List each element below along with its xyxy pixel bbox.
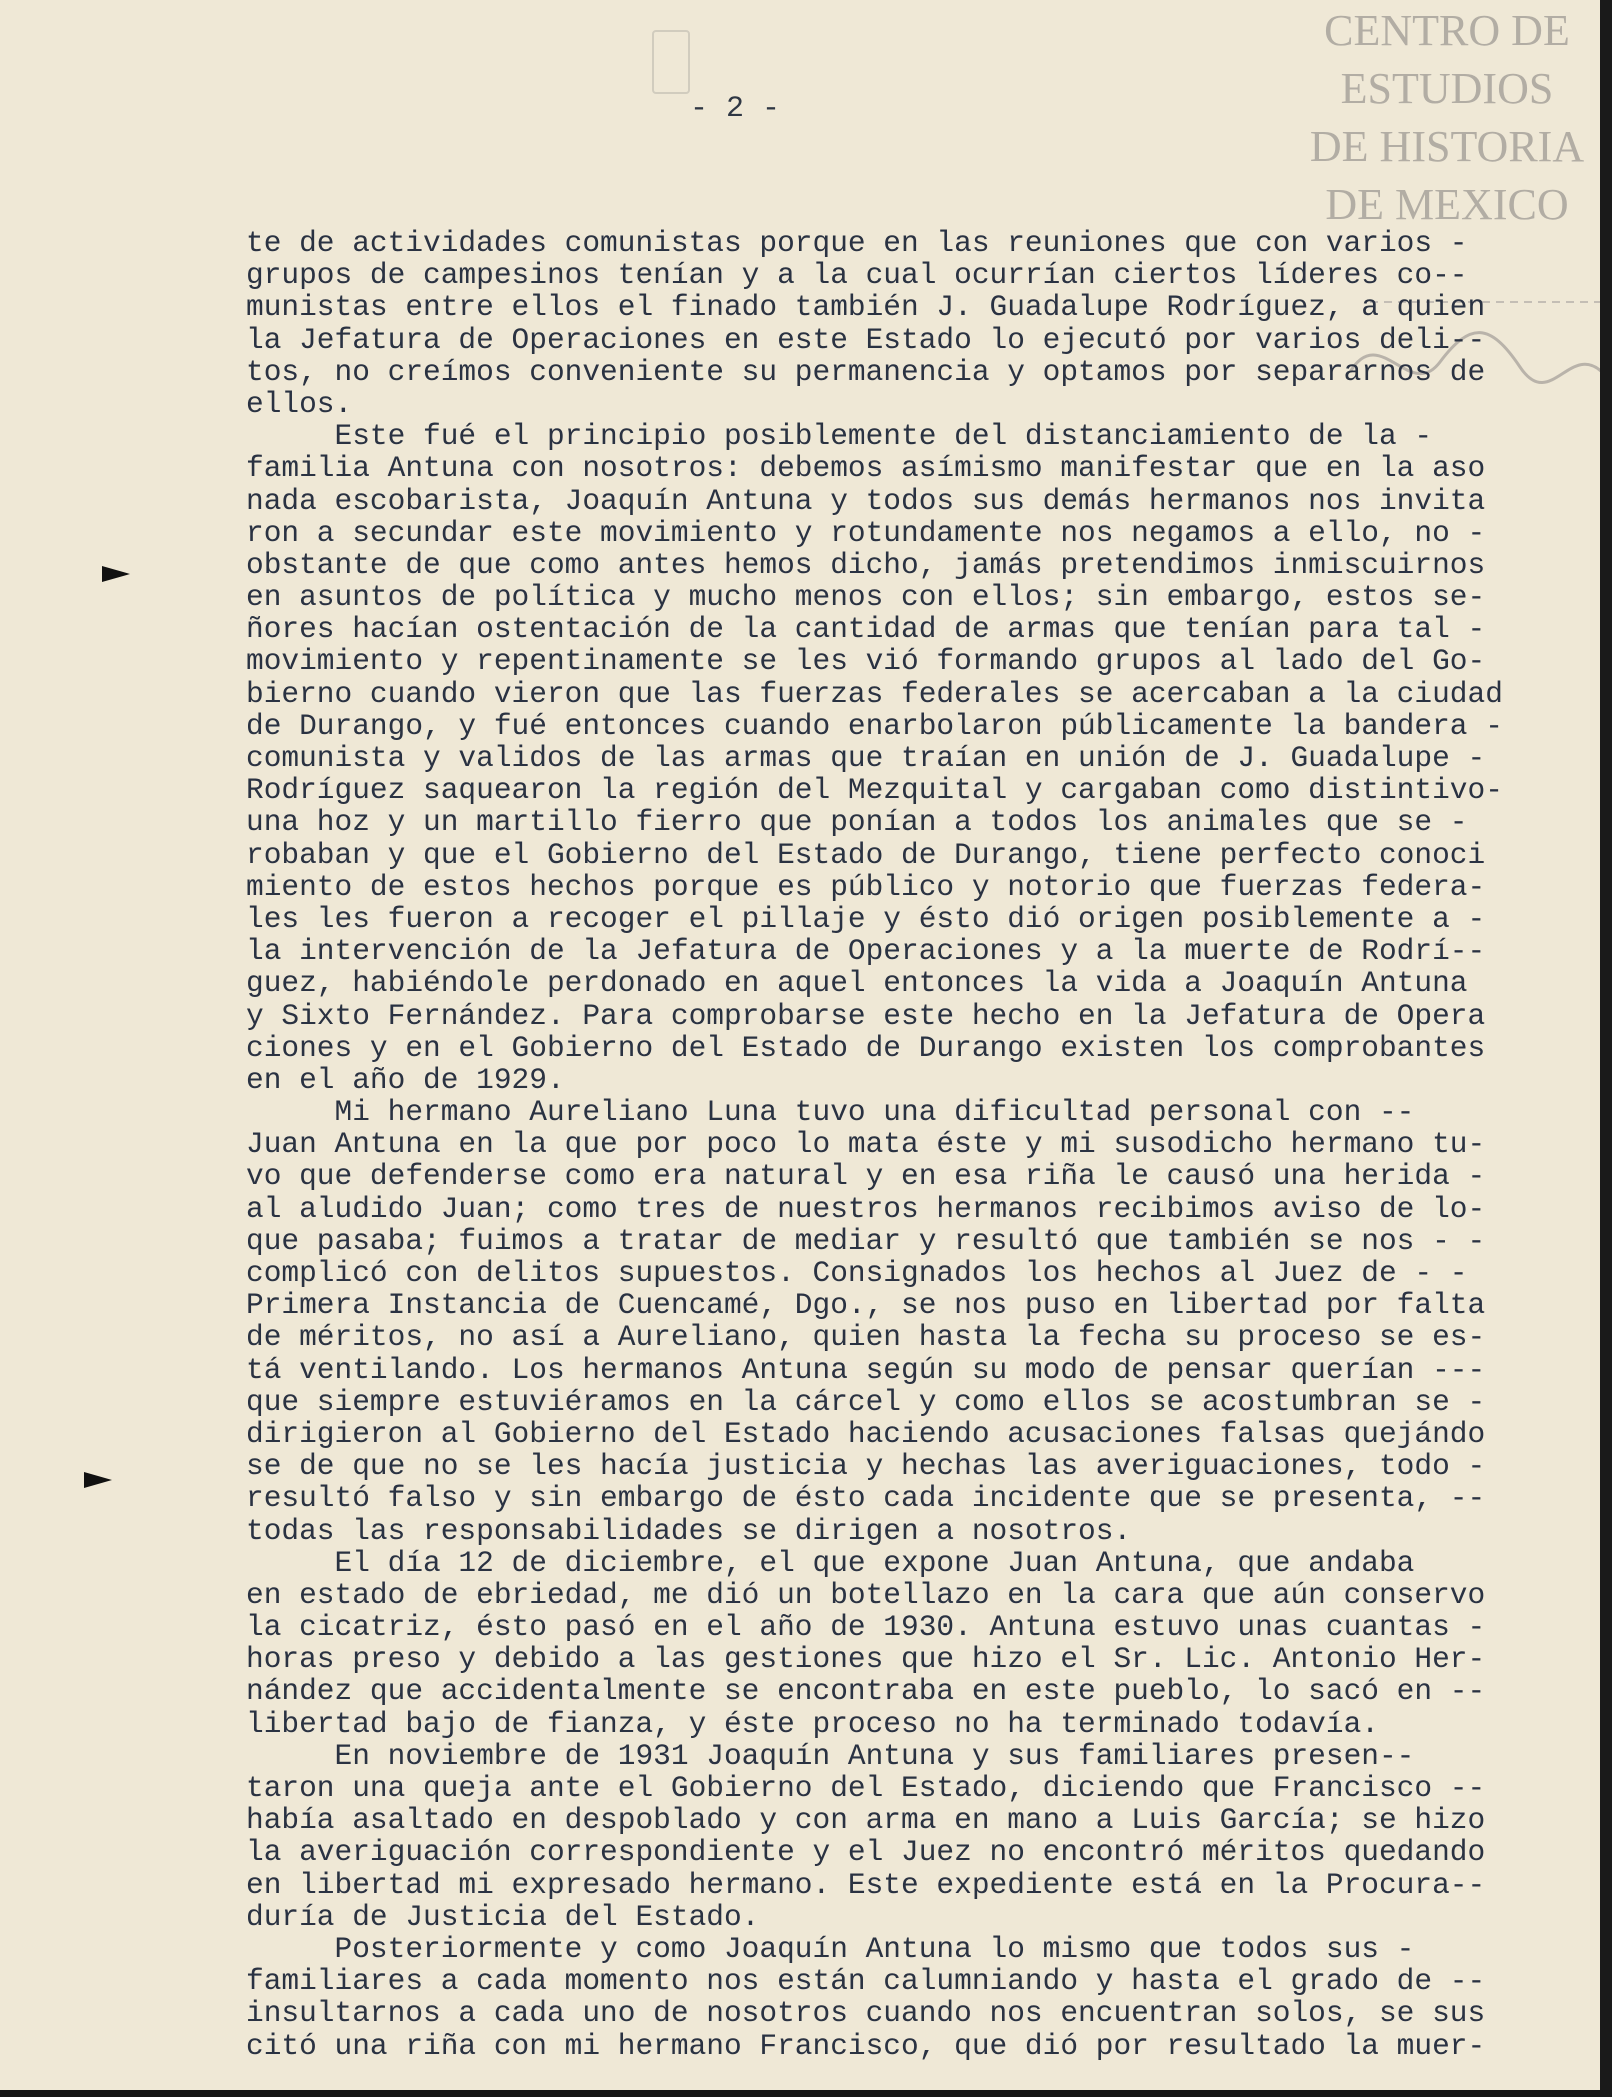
stamp-line: DE HISTORIA bbox=[1309, 122, 1585, 171]
text-line: complicó con delitos supuestos. Consignados los hechos al Juez de - - bbox=[246, 1256, 1468, 1290]
scan-edge bbox=[1600, 0, 1612, 2097]
text-line: la cicatriz, ésto pasó en el año de 1930. Antuna estuvo unas cuantas - bbox=[246, 1610, 1486, 1645]
text-line: duría de Justicia del Estado. bbox=[246, 1899, 760, 1934]
text-line: En noviembre de 1931 Joaquín Antuna y sus familiares presen-- bbox=[246, 1738, 1415, 1773]
text-line: en asuntos de política y mucho menos con ellos; sin embargo, estos se- bbox=[246, 580, 1486, 615]
text-line: ciones y en el Gobierno del Estado de Durango existen los comprobantes bbox=[246, 1030, 1486, 1065]
text-line: libertad bajo de fianza, y éste proceso no ha terminado todavía. bbox=[246, 1706, 1379, 1741]
text-line: la intervención de la Jefatura de Operaciones y a la muerte de Rodrí-- bbox=[246, 934, 1486, 969]
text-line: había asaltado en despoblado y con arma en mano a Luis García; se hizo bbox=[246, 1803, 1486, 1838]
text-line: taron una queja ante el Gobierno del Estado, diciendo que Francisco -- bbox=[246, 1771, 1486, 1805]
text-line: te de actividades comunistas porque en las reuniones que con varios - bbox=[246, 226, 1468, 260]
text-line: que siempre estuviéramos en la cárcel y como ellos se acostumbran se - bbox=[246, 1384, 1486, 1419]
text-line: Este fué el principio posiblemente del distanciamiento de la - bbox=[246, 419, 1433, 454]
text-line: obstante de que como antes hemos dicho, jamás pretendimos inmiscuirnos bbox=[246, 547, 1486, 582]
text-line: y Sixto Fernández. Para comprobarse este hecho en la Jefatura de Opera bbox=[246, 998, 1486, 1033]
text-line: familiares a cada momento nos están calumniando y hasta el grado de -- bbox=[246, 1964, 1486, 1999]
text-line: nández que accidentalmente se encontraba en este pueblo, lo sacó en -- bbox=[246, 1674, 1486, 1709]
text-line: les les fueron a recoger el pillaje y ésto dió origen posiblemente a - bbox=[246, 901, 1486, 936]
text-line: en el año de 1929. bbox=[246, 1062, 565, 1097]
text-line: al aludido Juan; como tres de nuestros hermanos recibimos aviso de lo- bbox=[246, 1191, 1486, 1226]
margin-arrow-icon bbox=[102, 566, 130, 582]
text-line: horas preso y debido a las gestiones que hizo el Sr. Lic. Antonio Her- bbox=[246, 1642, 1486, 1677]
text-line: ellos. bbox=[246, 386, 353, 421]
text-line: ron a secundar este movimiento y rotundamente nos negamos a ello, no - bbox=[246, 515, 1486, 550]
text-line: se de que no se les hacía justicia y hechas las averiguaciones, todo - bbox=[246, 1449, 1486, 1484]
text-line: Posteriormente y como Joaquín Antuna lo mismo que todos sus - bbox=[246, 1931, 1415, 1966]
page-number: - 2 - bbox=[689, 92, 780, 126]
text-line: en libertad mi expresado hermano. Este expediente está en la Procura-- bbox=[246, 1867, 1486, 1902]
text-line: todas las responsabilidades se dirigen a nosotros. bbox=[246, 1513, 1132, 1548]
letter-body bbox=[246, 227, 1576, 2062]
text-line: que pasaba; fuimos a tratar de mediar y resultó que también se nos - - bbox=[246, 1223, 1486, 1258]
text-line: la Jefatura de Operaciones en este Estado lo ejecutó por varios deli-- bbox=[246, 322, 1486, 357]
text-line: miento de estos hechos porque es público y notorio que fuerzas federa- bbox=[246, 869, 1486, 904]
text-line: dirigieron al Gobierno del Estado haciendo acusaciones falsas quejándo bbox=[246, 1416, 1486, 1451]
text-line: resultó falso y sin embargo de ésto cada incidente que se presenta, -- bbox=[246, 1481, 1486, 1516]
text-line: movimiento y repentinamente se les vió formando grupos al lado del Go- bbox=[246, 644, 1486, 679]
text-line: bierno cuando vieron que las fuerzas federales se acercaban a la ciudad bbox=[246, 676, 1503, 711]
text-line: Rodríguez saquearon la región del Mezquital y cargaban como distintivo- bbox=[246, 773, 1503, 808]
text-line: comunista y validos de las armas que traían en unión de J. Guadalupe - bbox=[246, 741, 1486, 775]
text-line: vo que defenderse como era natural y en esa riña le causó una herida - bbox=[246, 1159, 1486, 1194]
text-line: insultarnos a cada uno de nosotros cuando nos encuentran solos, se sus bbox=[246, 1996, 1486, 2031]
text-line: Juan Antuna en la que por poco lo mata éste y mi susodicho hermano tu- bbox=[246, 1127, 1486, 1162]
text-line: citó una riña con mi hermano Francisco, que dió por resultado la muer- bbox=[246, 2028, 1486, 2063]
text-line: grupos de campesinos tenían y a la cual ocurrían ciertos líderes co-- bbox=[246, 258, 1468, 293]
stamp-line: CENTRO DE bbox=[1324, 6, 1570, 55]
stamp-line: ESTUDIOS bbox=[1340, 64, 1554, 113]
text-line: El día 12 de diciembre, el que expone Juan Antuna, que andaba bbox=[246, 1545, 1415, 1580]
text-line: Primera Instancia de Cuencamé, Dgo., se nos puso en libertad por falta bbox=[246, 1288, 1486, 1323]
text-line: una hoz y un martillo fierro que ponían a todos los animales que se - bbox=[246, 805, 1468, 840]
text-line: de Durango, y fué entonces cuando enarbolaron públicamente la bandera - bbox=[246, 708, 1503, 743]
text-line: familia Antuna con nosotros: debemos asímismo manifestar que en la aso bbox=[246, 451, 1486, 486]
margin-arrow-icon bbox=[84, 1472, 112, 1488]
text-line: nada escobarista, Joaquín Antuna y todos sus demás hermanos nos invita bbox=[246, 483, 1486, 518]
text-line: ñores hacían ostentación de la cantidad de armas que tenían para tal - bbox=[246, 612, 1486, 647]
text-line: munistas entre ellos el finado también J. Guadalupe Rodríguez, a quien bbox=[246, 290, 1486, 325]
text-line: Mi hermano Aureliano Luna tuvo una dificultad personal con -- bbox=[246, 1095, 1415, 1130]
stamp-line: DE MEXICO bbox=[1325, 180, 1569, 229]
text-line: guez, habiéndole perdonado en aquel entonces la vida a Joaquín Antuna bbox=[246, 966, 1468, 1001]
text-line: tos, no creímos conveniente su permanencia y optamos por separarnos de bbox=[246, 354, 1486, 389]
text-line: de méritos, no así a Aureliano, quien hasta la fecha su proceso se es- bbox=[246, 1320, 1486, 1355]
text-line: tá ventilando. Los hermanos Antuna según su modo de pensar querían --- bbox=[246, 1352, 1486, 1387]
watermark-logo-icon bbox=[652, 30, 690, 94]
text-line: la averiguación correspondiente y el Juez no encontró méritos quedando bbox=[246, 1835, 1486, 1870]
text-line: en estado de ebriedad, me dió un botellazo en la cara que aún conservo bbox=[246, 1577, 1486, 1612]
text-line: robaban y que el Gobierno del Estado de Durango, tiene perfecto conoci bbox=[246, 837, 1486, 872]
